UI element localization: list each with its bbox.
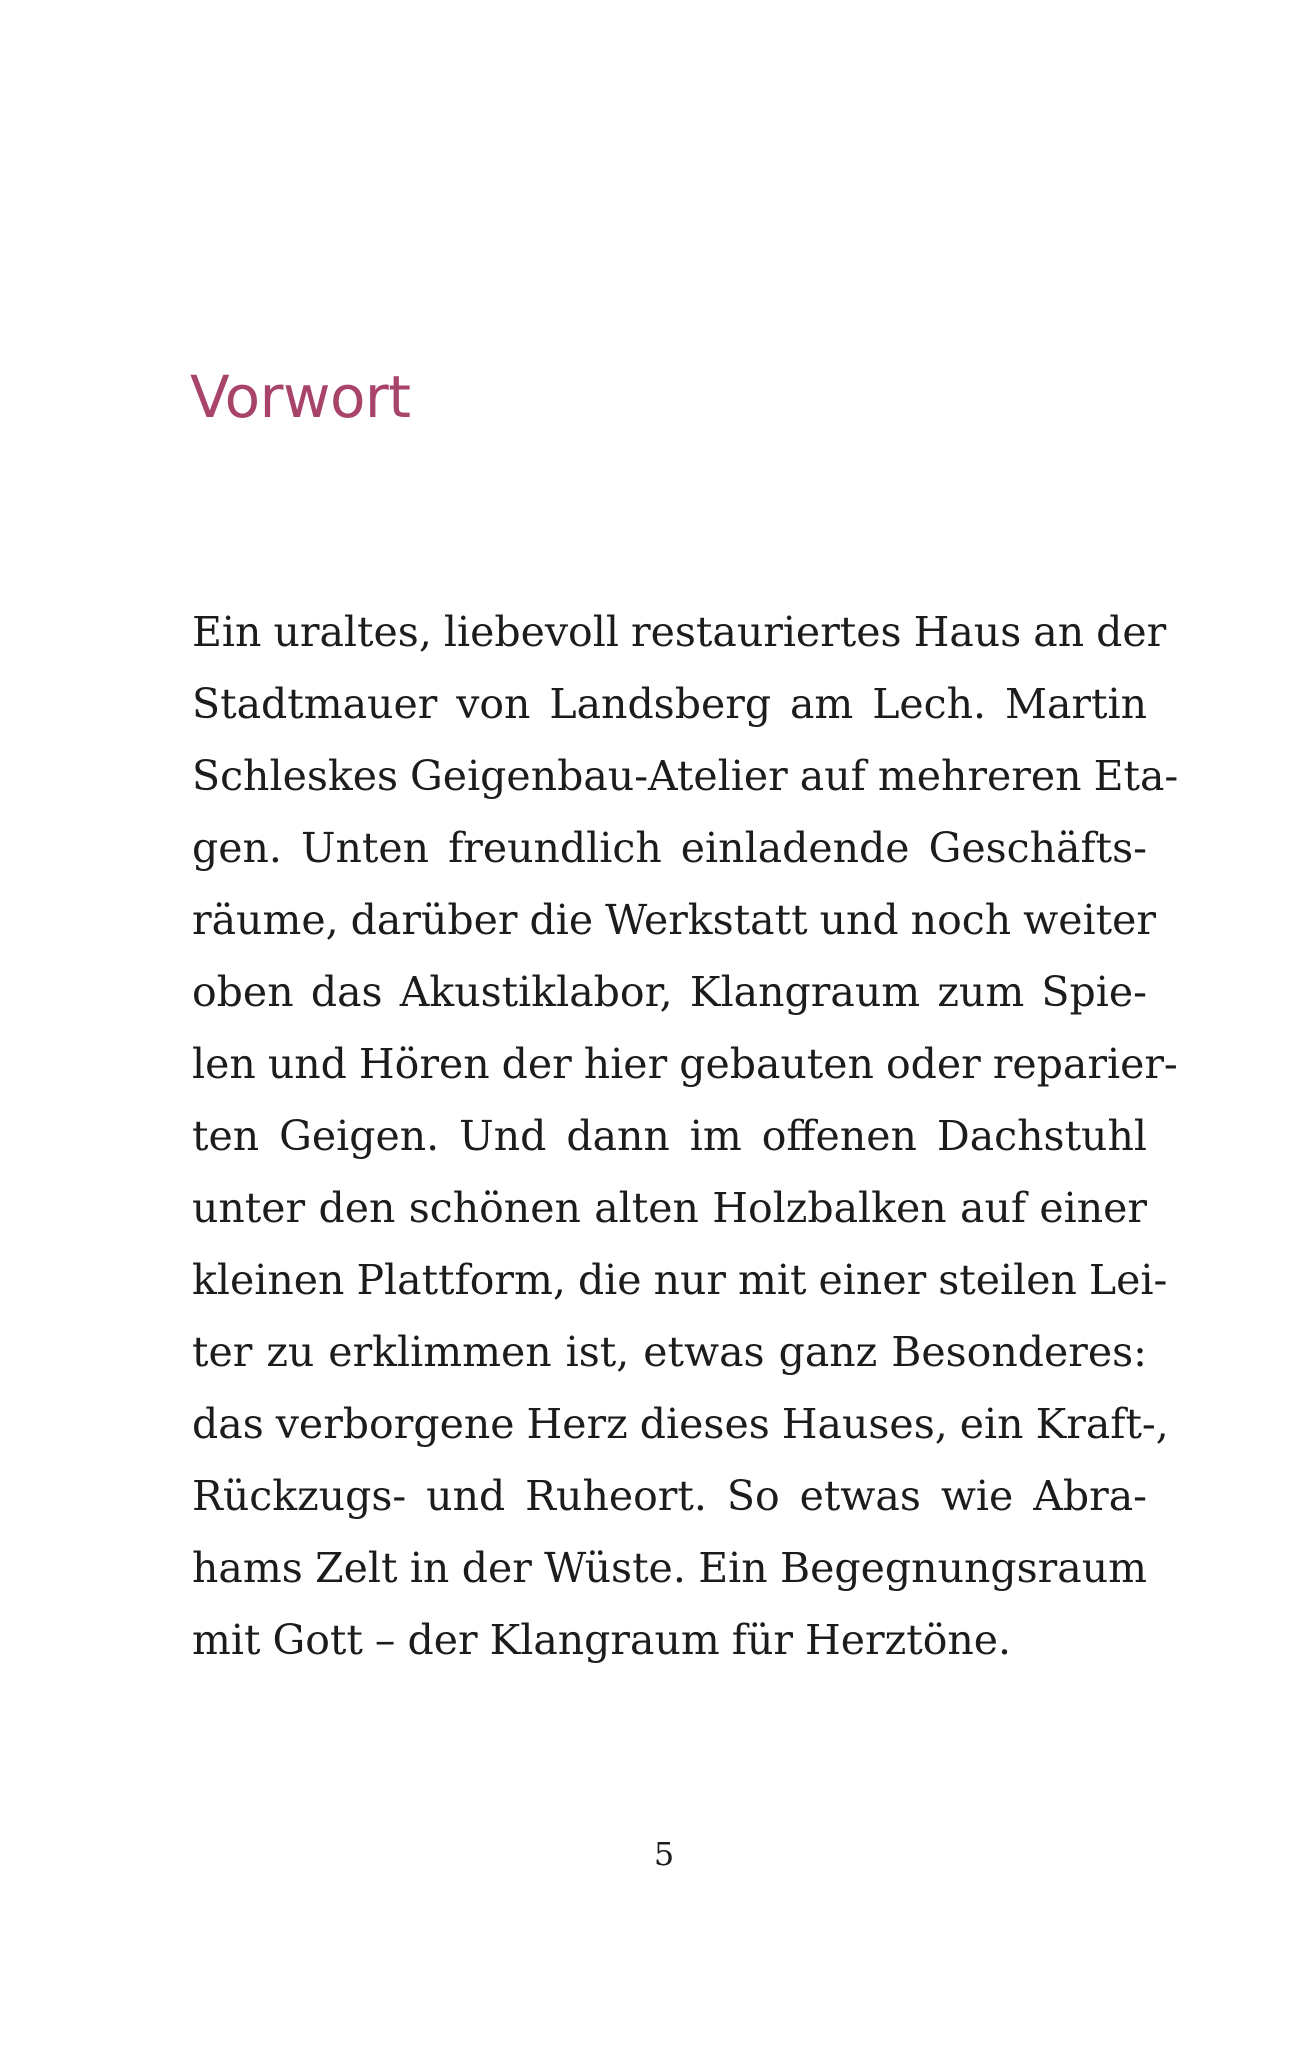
- paragraph-line: ten Geigen. Und dann im offenen Dachstuhl: [192, 1112, 1147, 1160]
- paragraph-line: hams Zelt in der Wüste. Ein Begegnungsraum: [192, 1544, 1147, 1592]
- paragraph-line: räume, darüber die Werkstatt und noch weiter: [192, 896, 1156, 944]
- chapter-heading: Vorwort: [190, 363, 411, 431]
- paragraph-line: Schleskes Geigenbau-Atelier auf mehreren Eta-: [192, 752, 1179, 800]
- paragraph-line: oben das Akustiklabor, Klangraum zum Spie-: [192, 968, 1147, 1016]
- paragraph-line: gen. Unten freundlich einladende Geschäfts-: [192, 824, 1147, 872]
- body-paragraph: [192, 596, 1179, 1676]
- paragraph-line: unter den schönen alten Holzbalken auf einer: [192, 1184, 1147, 1232]
- paragraph-line: kleinen Plattform, die nur mit einer steilen Lei-: [192, 1256, 1168, 1304]
- page-number: 5: [653, 1835, 675, 1873]
- paragraph-line: Rückzugs- und Ruheort. So etwas wie Abra-: [192, 1472, 1147, 1520]
- paragraph-line: Ein uraltes, liebevoll restauriertes Haus an der: [192, 608, 1167, 656]
- paragraph-line: ter zu erklimmen ist, etwas ganz Besonderes:: [192, 1328, 1147, 1376]
- paragraph-line: das verborgene Herz dieses Hauses, ein Kraft-,: [192, 1400, 1169, 1448]
- paragraph-line: Stadtmauer von Landsberg am Lech. Martin: [192, 680, 1147, 728]
- paragraph-line: mit Gott – der Klangraum für Herztöne.: [192, 1616, 1012, 1664]
- paragraph-line: len und Hören der hier gebauten oder reparier-: [192, 1040, 1178, 1088]
